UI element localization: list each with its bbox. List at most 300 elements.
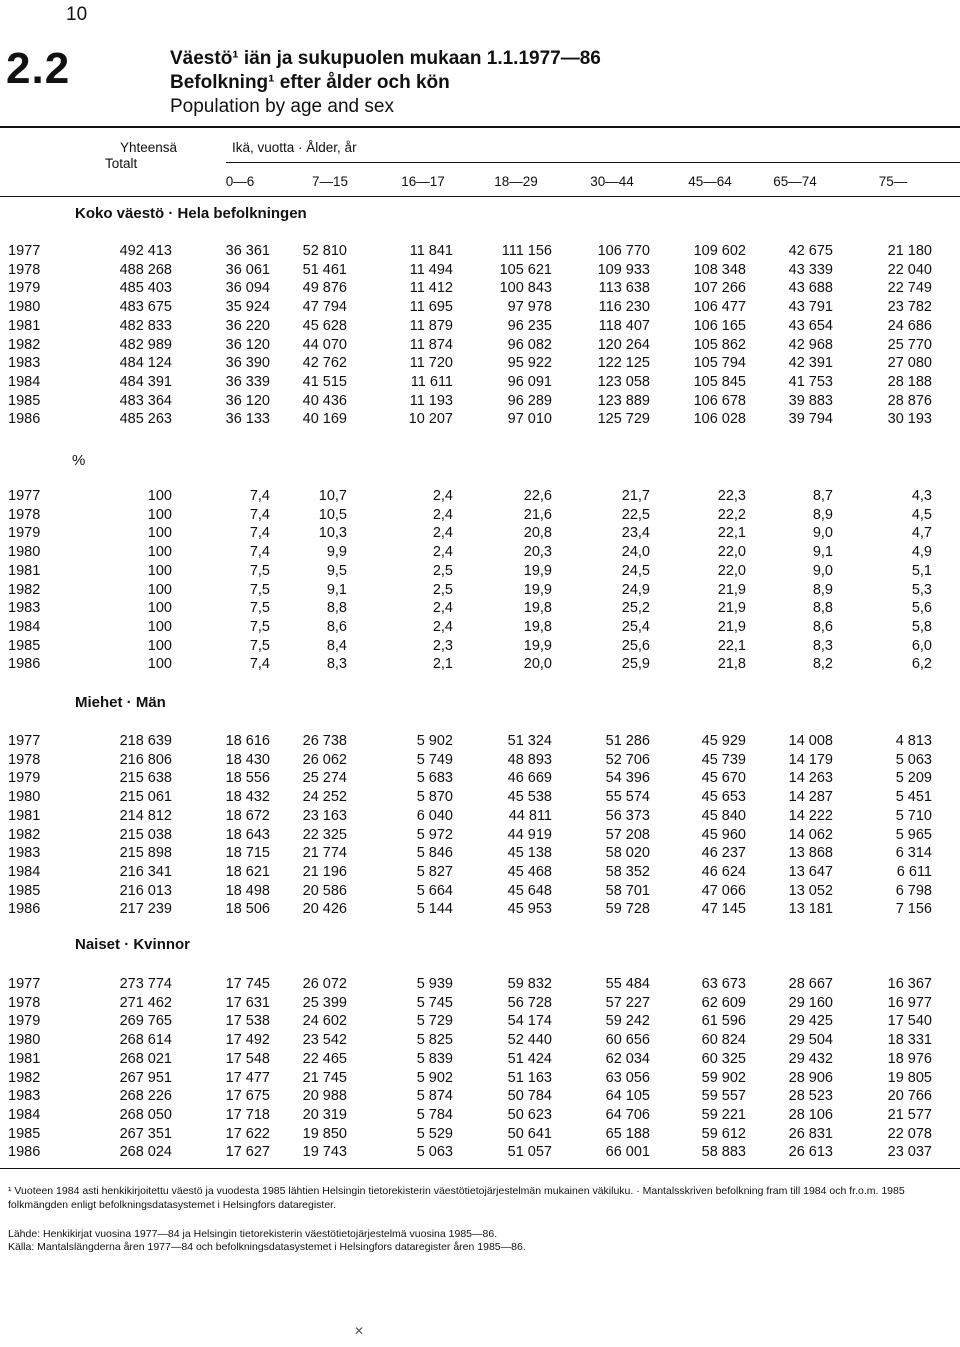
age-value-cell: 13 868 [788,845,833,862]
age-value-cell: 11 412 [409,280,453,297]
age-value-cell: 43 791 [788,299,833,316]
age-value-cell: 105 862 [693,336,746,353]
age-value-cell: 100 843 [499,280,552,297]
age-value-cell: 120 264 [597,336,650,353]
age-value-cell: 21 745 [302,1069,347,1086]
age-value-cell: 20 766 [887,1088,932,1105]
age-value-cell: 21 577 [887,1106,932,1123]
table-row [0,563,960,582]
total-cell: 269 765 [119,1013,172,1030]
total-cell: 485 263 [119,411,172,428]
year-cell: 1986 [8,1144,41,1161]
age-value-cell: 28 876 [887,392,932,409]
age-value-cell: 17 627 [225,1144,270,1161]
age-value-cell: 17 745 [225,976,270,992]
age-value-cell: 11 611 [410,373,453,390]
year-cell: 1981 [8,807,41,824]
age-value-cell: 8,4 [326,637,347,654]
age-value-cell: 21 774 [302,845,347,862]
age-value-cell: 20 426 [302,901,347,918]
age-value-cell: 2,5 [432,562,453,579]
age-value-cell: 46 669 [507,770,552,787]
age-value-cell: 6 040 [416,807,453,824]
table-row [0,976,960,995]
age-value-cell: 18 616 [225,733,270,749]
age-value-cell: 22 078 [887,1125,932,1142]
age-value-cell: 52 810 [302,243,347,259]
age-value-cell: 40 436 [302,392,347,409]
age-value-cell: 13 647 [788,863,833,880]
section-heading: % [72,452,86,469]
total-cell: 100 [147,618,172,635]
table-row [0,299,960,318]
age-value-cell: 5 902 [416,733,453,749]
table-row [0,318,960,337]
age-value-cell: 21,7 [621,488,650,504]
age-value-cell: 36 220 [225,317,270,334]
year-cell: 1983 [8,355,41,372]
age-value-cell: 55 484 [605,976,650,992]
age-value-cell: 17 675 [225,1088,270,1105]
table-row [0,262,960,281]
age-value-cell: 25,4 [621,618,650,635]
age-value-cell: 2,4 [432,525,453,542]
age-value-cell: 18 715 [225,845,270,862]
age-value-cell: 36 339 [225,373,270,390]
table-row [0,488,960,507]
age-value-cell: 24 602 [302,1013,347,1030]
age-value-cell: 9,0 [812,525,833,542]
year-cell: 1979 [8,770,41,787]
age-value-cell: 7,5 [249,600,270,617]
age-value-cell: 2,4 [432,618,453,635]
age-value-cell: 63 056 [605,1069,650,1086]
age-value-cell: 41 515 [302,373,347,390]
total-cell: 268 024 [119,1144,172,1161]
total-cell: 215 638 [119,770,172,787]
age-value-cell: 29 160 [788,994,833,1011]
section-heading: Naiset · Kvinnor [75,936,191,953]
table-row [0,600,960,619]
table-row [0,901,960,920]
age-value-cell: 5 870 [416,789,453,806]
header-age-group: Ikä, vuotta · Ålder, år [232,140,357,155]
table-row [0,770,960,789]
age-value-cell: 5 939 [416,976,453,992]
age-value-cell: 111 156 [501,243,552,259]
age-value-cell: 7,5 [249,581,270,598]
age-value-cell: 45 628 [302,317,347,334]
table-row [0,995,960,1014]
age-value-cell: 25,9 [621,656,650,673]
age-value-cell: 5 825 [416,1032,453,1049]
age-value-cell: 29 504 [788,1032,833,1049]
total-cell: 214 812 [119,807,172,824]
age-value-cell: 51 286 [605,733,650,749]
age-value-cell: 11 720 [409,355,453,372]
age-value-cell: 97 010 [507,411,552,428]
total-cell: 100 [147,506,172,523]
year-cell: 1982 [8,336,41,353]
age-group-rule [226,162,960,163]
table-row [0,638,960,657]
table-row [0,411,960,430]
year-cell: 1986 [8,411,41,428]
table-row [0,582,960,601]
age-value-cell: 36 120 [225,336,270,353]
age-value-cell: 6,2 [911,656,932,673]
age-value-cell: 7,4 [249,525,270,542]
age-value-cell: 45 468 [507,863,552,880]
age-value-cell: 14 263 [788,770,833,787]
age-value-cell: 45 653 [701,789,746,806]
age-value-cell: 28 106 [788,1106,833,1123]
age-value-cell: 36 133 [225,411,270,428]
age-value-cell: 57 208 [605,826,650,843]
age-value-cell: 5 749 [416,751,453,768]
age-value-cell: 5 710 [895,807,932,824]
age-value-cell: 7 156 [895,901,932,918]
age-value-cell: 64 706 [605,1106,650,1123]
age-value-cell: 2,5 [432,581,453,598]
age-value-cell: 60 824 [701,1032,746,1049]
age-value-cell: 54 174 [507,1013,552,1030]
total-cell: 216 013 [119,882,172,899]
age-value-cell: 44 919 [507,826,552,843]
year-cell: 1984 [8,863,41,880]
table-row [0,883,960,902]
title-finnish: Väestö¹ iän ja sukupuolen mukaan 1.1.1977—86 [170,48,601,69]
age-value-cell: 5 729 [416,1013,453,1030]
age-value-cell: 48 893 [507,751,552,768]
age-value-cell: 5 529 [416,1125,453,1142]
age-value-cell: 44 070 [302,336,347,353]
total-cell: 100 [147,656,172,673]
age-value-cell: 24,5 [621,562,650,579]
age-value-cell: 25,2 [621,600,650,617]
age-value-cell: 23 782 [887,299,932,316]
age-value-cell: 51 163 [507,1069,552,1086]
table-row [0,337,960,356]
age-value-cell: 17 718 [225,1106,270,1123]
age-value-cell: 20,0 [523,656,552,673]
age-value-cell: 14 222 [788,807,833,824]
age-value-cell: 18 506 [225,901,270,918]
total-cell: 488 268 [119,261,172,278]
age-value-cell: 28 523 [788,1088,833,1105]
table-row [0,280,960,299]
age-value-cell: 95 922 [507,355,552,372]
age-value-cell: 36 061 [225,261,270,278]
age-value-cell: 25,6 [621,637,650,654]
year-cell: 1985 [8,1125,41,1142]
age-value-cell: 97 978 [507,299,552,316]
age-value-cell: 106 678 [693,392,746,409]
age-value-cell: 7,4 [249,488,270,504]
age-value-cell: 5 063 [895,751,932,768]
age-column-header: 65—74 [773,174,817,189]
age-value-cell: 51 324 [507,733,552,749]
age-value-cell: 58 883 [701,1144,746,1161]
age-value-cell: 47 066 [701,882,746,899]
age-value-cell: 96 091 [507,373,552,390]
age-value-cell: 8,3 [812,637,833,654]
age-value-cell: 59 557 [701,1088,746,1105]
total-cell: 216 806 [119,751,172,768]
age-value-cell: 6 314 [895,845,932,862]
year-cell: 1980 [8,299,41,316]
age-value-cell: 59 612 [701,1125,746,1142]
total-cell: 482 833 [119,317,172,334]
year-cell: 1984 [8,618,41,635]
year-cell: 1985 [8,882,41,899]
table-row [0,1107,960,1126]
year-cell: 1977 [8,488,41,504]
year-cell: 1983 [8,600,41,617]
year-cell: 1983 [8,845,41,862]
age-value-cell: 5 664 [416,882,453,899]
age-value-cell: 19 805 [887,1069,932,1086]
table-row [0,355,960,374]
total-cell: 100 [147,525,172,542]
total-cell: 218 639 [119,733,172,749]
total-cell: 215 061 [119,789,172,806]
age-value-cell: 39 883 [788,392,833,409]
age-value-cell: 59 832 [507,976,552,992]
age-value-cell: 26 831 [788,1125,833,1142]
year-cell: 1986 [8,901,41,918]
age-value-cell: 5 451 [895,789,932,806]
source-swedish: Källa: Mantalslängderna åren 1977—84 och befolkningsdatasystemet i Helsingfors dataregister åren 1985—86. [8,1241,526,1253]
total-cell: 492 413 [119,243,172,259]
age-value-cell: 19,9 [523,562,552,579]
age-value-cell: 42 762 [302,355,347,372]
year-cell: 1979 [8,280,41,297]
year-cell: 1977 [8,733,41,749]
age-value-cell: 40 169 [302,411,347,428]
age-value-cell: 17 631 [225,994,270,1011]
table-row [0,1126,960,1145]
age-value-cell: 9,1 [326,581,347,598]
age-value-cell: 6 798 [895,882,932,899]
age-value-cell: 123 058 [597,373,650,390]
age-value-cell: 14 287 [788,789,833,806]
total-cell: 268 021 [119,1050,172,1067]
age-value-cell: 2,4 [432,544,453,561]
age-value-cell: 64 105 [605,1088,650,1105]
age-value-cell: 106 165 [693,317,746,334]
age-value-cell: 24 686 [887,317,932,334]
age-value-cell: 19,8 [523,618,552,635]
age-value-cell: 118 407 [598,317,650,334]
age-value-cell: 25 770 [887,336,932,353]
age-value-cell: 18 976 [887,1050,932,1067]
age-value-cell: 22,2 [717,506,746,523]
age-value-cell: 19,9 [523,637,552,654]
year-cell: 1982 [8,826,41,843]
age-value-cell: 45 960 [701,826,746,843]
age-value-cell: 65 188 [605,1125,650,1142]
age-value-cell: 26 072 [302,976,347,992]
year-cell: 1984 [8,373,41,390]
age-value-cell: 45 648 [507,882,552,899]
section-heading: Miehet · Män [75,694,166,711]
age-value-cell: 4,7 [911,525,932,542]
total-cell: 483 675 [119,299,172,316]
age-value-cell: 24,0 [621,544,650,561]
age-value-cell: 5,1 [911,562,932,579]
age-value-cell: 7,4 [249,656,270,673]
age-value-cell: 17 492 [225,1032,270,1049]
age-value-cell: 23 163 [302,807,347,824]
table-row [0,827,960,846]
age-value-cell: 49 876 [302,280,347,297]
age-value-cell: 55 574 [605,789,650,806]
age-value-cell: 46 624 [701,863,746,880]
age-value-cell: 51 057 [507,1144,552,1161]
age-value-cell: 43 654 [788,317,833,334]
age-value-cell: 5 972 [416,826,453,843]
age-value-cell: 45 538 [507,789,552,806]
age-value-cell: 108 348 [693,261,746,278]
footer-rule [0,1168,960,1169]
age-value-cell: 109 602 [693,243,746,259]
age-value-cell: 58 020 [605,845,650,862]
age-value-cell: 58 352 [605,863,650,880]
age-value-cell: 8,9 [812,506,833,523]
age-value-cell: 113 638 [598,280,650,297]
age-value-cell: 4,5 [911,506,932,523]
year-cell: 1978 [8,751,41,768]
scan-mark-icon: ✕ [354,1324,365,1338]
total-cell: 100 [147,488,172,504]
year-cell: 1984 [8,1106,41,1123]
age-value-cell: 7,5 [249,637,270,654]
total-cell: 484 124 [119,355,172,372]
age-value-cell: 24 252 [302,789,347,806]
age-value-cell: 7,4 [249,506,270,523]
age-value-cell: 5,8 [911,618,932,635]
age-value-cell: 22 325 [302,826,347,843]
total-cell: 100 [147,600,172,617]
age-value-cell: 109 933 [597,261,650,278]
age-column-header: 18—29 [494,174,538,189]
age-value-cell: 18 643 [225,826,270,843]
table-row [0,733,960,752]
table-row [0,656,960,675]
age-value-cell: 9,5 [326,562,347,579]
year-cell: 1977 [8,976,41,992]
age-value-cell: 16 367 [887,976,932,992]
age-value-cell: 18 432 [225,789,270,806]
age-value-cell: 106 477 [693,299,746,316]
table-row [0,1144,960,1163]
age-value-cell: 26 613 [788,1144,833,1161]
age-value-cell: 9,9 [326,544,347,561]
age-value-cell: 17 477 [225,1069,270,1086]
total-cell: 267 951 [119,1069,172,1086]
age-value-cell: 14 179 [788,751,833,768]
year-cell: 1980 [8,1032,41,1049]
age-value-cell: 26 738 [302,733,347,749]
table-row [0,1070,960,1089]
year-cell: 1981 [8,1050,41,1067]
year-cell: 1980 [8,789,41,806]
age-value-cell: 45 840 [701,807,746,824]
total-cell: 100 [147,637,172,654]
header-bottom-rule [0,196,960,197]
age-value-cell: 9,0 [812,562,833,579]
age-value-cell: 2,4 [432,600,453,617]
age-value-cell: 106 770 [597,243,650,259]
total-cell: 100 [147,544,172,561]
age-value-cell: 63 673 [701,976,746,992]
age-value-cell: 21 196 [302,863,347,880]
age-value-cell: 24,9 [621,581,650,598]
age-value-cell: 10,5 [318,506,347,523]
age-value-cell: 18 672 [225,807,270,824]
age-value-cell: 42 675 [788,243,833,259]
age-value-cell: 105 794 [693,355,746,372]
age-value-cell: 8,6 [812,618,833,635]
age-value-cell: 62 609 [701,994,746,1011]
total-cell: 215 038 [119,826,172,843]
age-value-cell: 20 988 [302,1088,347,1105]
age-value-cell: 23 037 [887,1144,932,1161]
age-value-cell: 51 461 [302,261,347,278]
age-value-cell: 58 701 [605,882,650,899]
age-value-cell: 19 743 [302,1144,347,1161]
section-number: 2.2 [6,44,71,93]
age-value-cell: 14 062 [788,826,833,843]
age-value-cell: 36 094 [225,280,270,297]
title-swedish: Befolkning¹ efter ålder och kön [170,72,450,93]
age-value-cell: 8,9 [812,581,833,598]
table-row [0,393,960,412]
age-value-cell: 11 841 [409,243,453,259]
age-value-cell: 105 621 [499,261,552,278]
age-value-cell: 11 879 [409,317,453,334]
age-value-cell: 11 494 [409,261,453,278]
age-value-cell: 54 396 [605,770,650,787]
age-value-cell: 23,4 [621,525,650,542]
table-row [0,1051,960,1070]
age-value-cell: 45 739 [701,751,746,768]
age-value-cell: 5 965 [895,826,932,843]
age-value-cell: 52 706 [605,751,650,768]
age-value-cell: 106 028 [693,411,746,428]
age-value-cell: 13 181 [788,901,833,918]
age-column-header: 75— [878,174,908,189]
age-value-cell: 8,8 [326,600,347,617]
age-value-cell: 22 040 [887,261,932,278]
age-value-cell: 21,9 [717,618,746,635]
age-value-cell: 28 188 [887,373,932,390]
age-value-cell: 96 289 [507,392,552,409]
total-cell: 268 614 [119,1032,172,1049]
age-value-cell: 10,3 [318,525,347,542]
age-value-cell: 22,1 [717,525,746,542]
age-value-cell: 2,4 [432,488,453,504]
table-row [0,525,960,544]
total-cell: 485 403 [119,280,172,297]
age-value-cell: 41 753 [788,373,833,390]
age-value-cell: 22,0 [717,544,746,561]
table-row [0,619,960,638]
age-value-cell: 96 235 [507,317,552,334]
total-cell: 273 774 [119,976,172,992]
source-finnish: Lähde: Henkikirjat vuosina 1977—84 ja Helsingin tietorekisterin väestötietojärjestelmä vuosina 1985—86. [8,1228,498,1240]
